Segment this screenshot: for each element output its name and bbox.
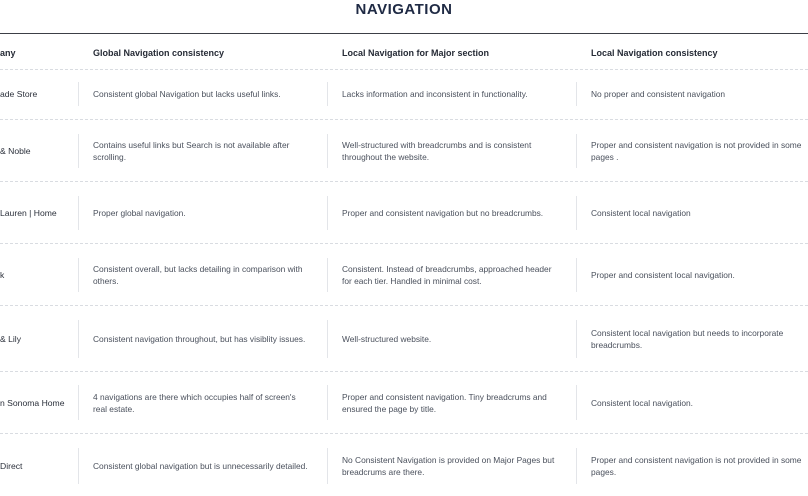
column-separator: [78, 385, 79, 420]
local-major-cell: [342, 184, 562, 242]
table-row: [0, 184, 808, 242]
company-cell: [0, 308, 76, 370]
local-cell: [591, 184, 803, 242]
column-separator: [78, 82, 79, 106]
local-major-cell: [342, 70, 562, 118]
local-cell: [591, 436, 803, 496]
company-cell: [0, 246, 76, 304]
column-separator: [327, 196, 328, 230]
company-name: & Noble: [0, 146, 31, 156]
company-name: Lauren | Home: [0, 208, 57, 218]
column-header-company: any: [0, 48, 16, 58]
local-text: Proper and consistent local navigation.: [591, 270, 735, 280]
column-separator: [327, 258, 328, 292]
company-cell: [0, 70, 76, 118]
local-cell: [591, 373, 803, 432]
column-header-local-navigation-major: Local Navigation for Major section: [342, 48, 490, 58]
column-separator: [327, 385, 328, 420]
local-text: Consistent local navigation.: [591, 397, 693, 408]
global-text: Contains useful links but Search is not available after scrolling.: [93, 140, 290, 162]
local-major-text: Proper and consistent navigation but no breadcrumbs.: [342, 208, 544, 218]
global-cell: [93, 308, 311, 370]
local-cell: [591, 70, 803, 118]
column-separator: [78, 320, 79, 358]
column-separator: [327, 82, 328, 106]
local-major-text: Well-structured with breadcrumbs and is consistent throughout the website.: [342, 140, 532, 162]
global-cell: [93, 246, 311, 304]
column-separator: [78, 196, 79, 230]
global-cell: [93, 373, 311, 432]
table-row: [0, 436, 808, 496]
local-major-cell: [342, 436, 562, 496]
local-major-text: Proper and consistent navigation. Tiny breadcrums and ensured the page by title.: [342, 391, 547, 414]
page-title: NAVIGATION: [355, 1, 453, 18]
local-major-text: Consistent. Instead of breadcrumbs, approached header for each tier. Handled in minimal cost.: [342, 264, 552, 286]
global-cell: [93, 436, 311, 496]
local-text: Consistent local navigation but needs to incorporate breadcrumbs.: [591, 328, 784, 350]
column-separator: [327, 320, 328, 358]
local-major-cell: [342, 373, 562, 432]
company-name: Direct: [0, 461, 23, 471]
column-separator: [78, 448, 79, 484]
table-row: [0, 246, 808, 304]
local-major-cell: [342, 308, 562, 370]
local-text: Proper and consistent navigation is not provided in some pages .: [591, 140, 802, 162]
local-cell: [591, 122, 803, 180]
company-name: n Sonoma Home: [0, 397, 65, 408]
global-text: Proper global navigation.: [93, 208, 186, 218]
column-separator: [78, 134, 79, 168]
table-row: [0, 308, 808, 370]
company-name: ade Store: [0, 89, 38, 99]
local-major-text: Well-structured website.: [342, 334, 432, 344]
global-cell: [93, 70, 311, 118]
row-divider: [0, 181, 808, 182]
column-separator: [327, 448, 328, 484]
company-cell: [0, 122, 76, 180]
column-separator: [576, 134, 577, 168]
column-separator: [576, 385, 577, 420]
company-cell: [0, 373, 76, 432]
global-text: Consistent navigation throughout, but has visiblity issues.: [93, 334, 306, 344]
local-major-text: No Consistent Navigation is provided on Major Pages but breadcrums are there.: [342, 455, 555, 477]
column-separator: [576, 448, 577, 484]
local-major-cell: [342, 246, 562, 304]
local-text: Consistent local navigation: [591, 208, 691, 218]
title-divider: [0, 33, 808, 34]
row-divider: [0, 371, 808, 372]
column-separator: [327, 134, 328, 168]
company-cell: [0, 436, 76, 496]
global-text: Consistent global Navigation but lacks useful links.: [93, 89, 281, 99]
row-divider: [0, 433, 808, 434]
column-header-local-navigation: Local Navigation consistency: [591, 48, 718, 58]
local-text: Proper and consistent navigation is not provided in some pages.: [591, 455, 802, 477]
column-separator: [576, 320, 577, 358]
row-divider: [0, 243, 808, 244]
column-separator: [576, 196, 577, 230]
table-row: [0, 373, 808, 432]
table-row: [0, 122, 808, 180]
company-name: & Lily: [0, 334, 22, 344]
local-major-cell: [342, 122, 562, 180]
column-separator: [576, 82, 577, 106]
row-divider: [0, 119, 808, 120]
company-cell: [0, 184, 76, 242]
global-cell: [93, 184, 311, 242]
local-cell: [591, 308, 803, 370]
company-name: k: [0, 270, 5, 280]
local-text: No proper and consistent navigation: [591, 89, 726, 99]
global-cell: [93, 122, 311, 180]
global-text: Consistent overall, but lacks detailing in comparison with others.: [93, 264, 303, 286]
row-divider: [0, 305, 808, 306]
column-separator: [576, 258, 577, 292]
global-text: 4 navigations are there which occupies half of screen's real estate.: [93, 391, 296, 414]
local-major-text: Lacks information and inconsistent in functionality.: [342, 89, 528, 99]
table-row: [0, 70, 808, 118]
local-cell: [591, 246, 803, 304]
column-separator: [78, 258, 79, 292]
column-header-global-navigation: Global Navigation consistency: [93, 48, 225, 58]
global-text: Consistent global navigation but is unnecessarily detailed.: [93, 461, 308, 471]
